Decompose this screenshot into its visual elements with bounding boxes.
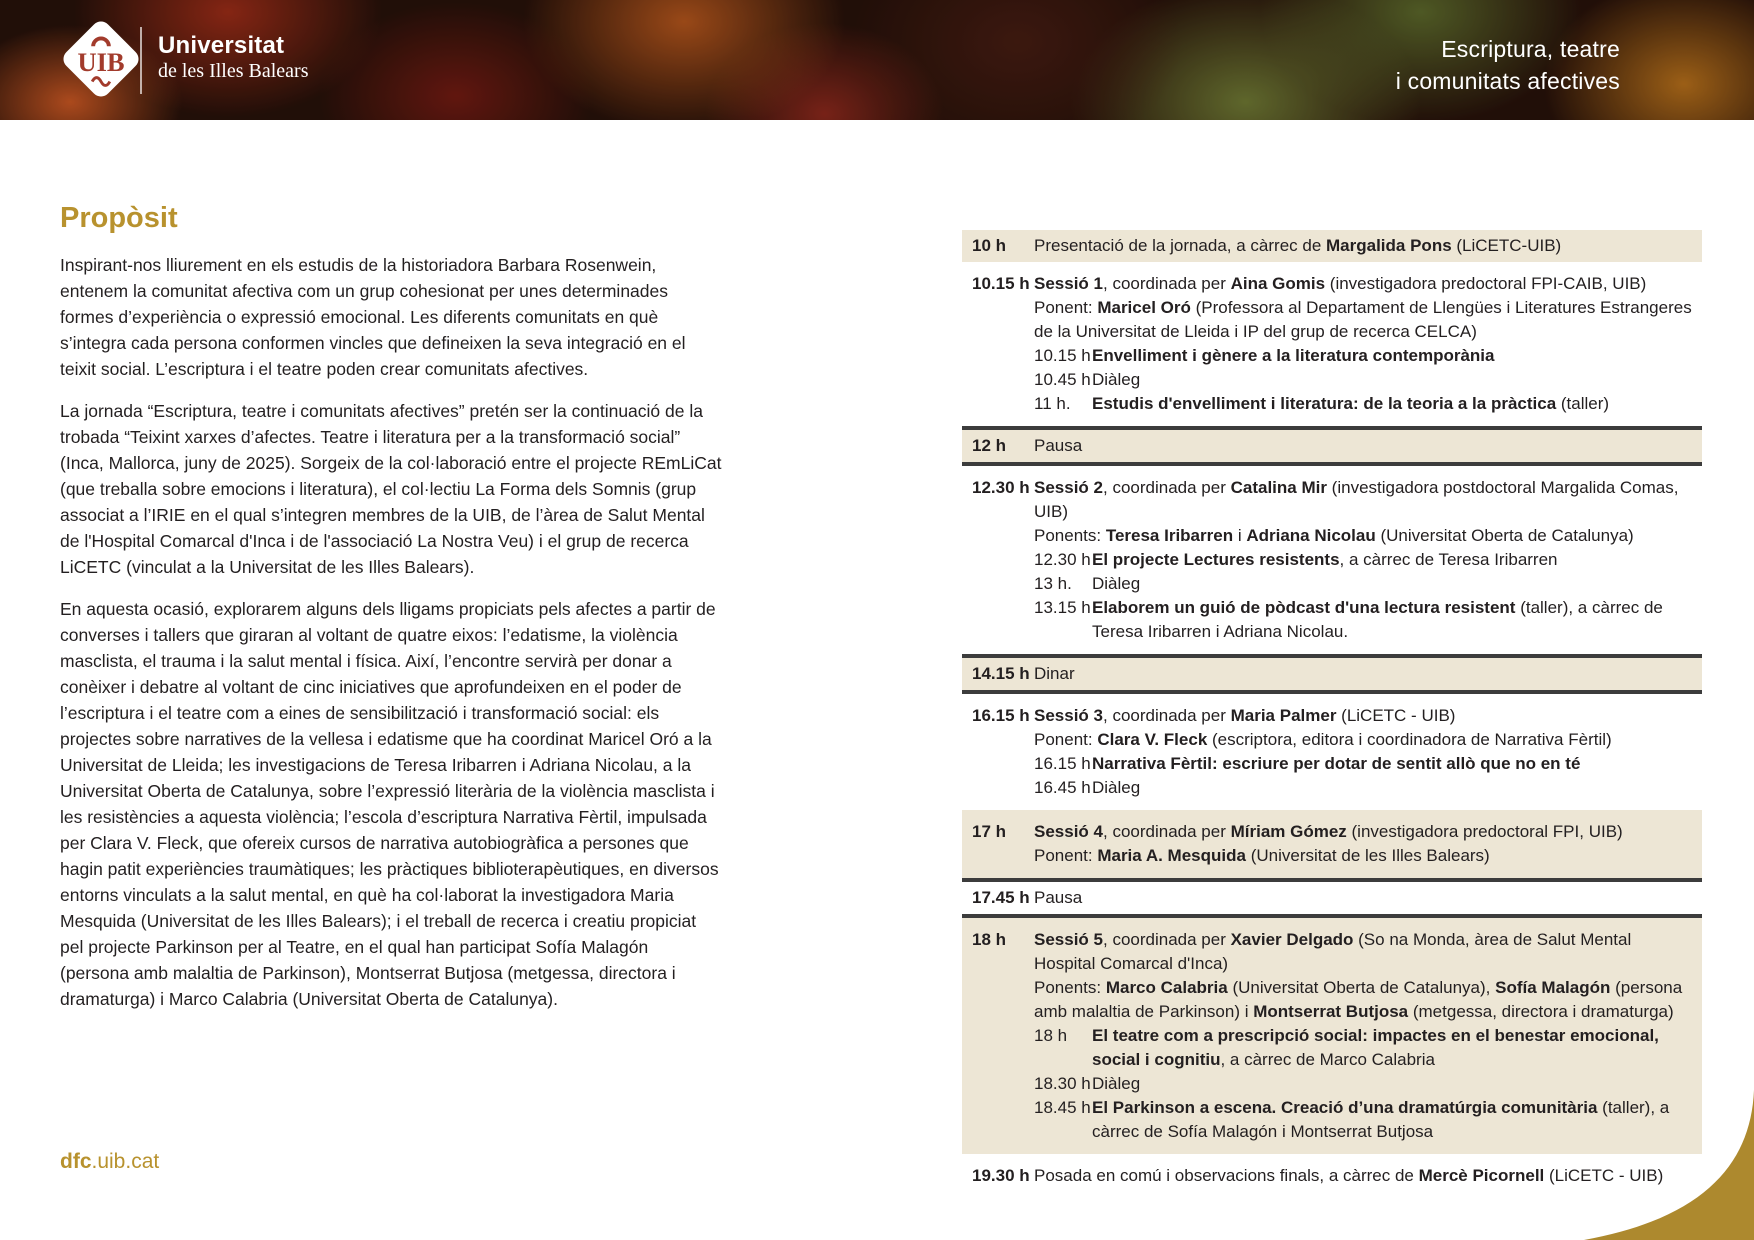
text: , a càrrec de Marco Calabria: [1220, 1050, 1435, 1069]
schedule-line: [1034, 234, 1692, 258]
schedule-row: [962, 426, 1702, 466]
schedule-subitem-time: 10.15 h: [1034, 346, 1091, 365]
university-name-line2: de les Illes Balears: [158, 60, 309, 82]
text: Ponent:: [1034, 730, 1098, 749]
schedule-subitem-time: 11 h.: [1034, 394, 1071, 413]
schedule: [962, 230, 1702, 1192]
bold-text: Adriana Nicolau: [1246, 526, 1376, 545]
schedule-body: [1034, 234, 1692, 258]
event-title-line1: Escriptura, teatre: [1441, 36, 1620, 62]
website-url-rest: .uib.cat: [91, 1150, 160, 1173]
proposit-section: [60, 202, 722, 1028]
bold-text: Maria A. Mesquida: [1097, 846, 1246, 865]
schedule-time: 10 h: [972, 236, 1007, 255]
schedule-subitem: [1034, 1024, 1692, 1072]
schedule-subitem: [1034, 596, 1692, 644]
text: (taller), a càrrec de Sofía Malagón i Montserrat Butjosa: [1092, 1098, 1670, 1141]
logo-separator: [140, 27, 142, 94]
text: (Universitat Oberta de Catalunya): [1375, 526, 1634, 545]
bold-text: Elaborem un guió de pòdcast d'una lectura resistent: [1092, 598, 1516, 617]
bold-text: Sofía Malagón: [1495, 978, 1611, 997]
schedule-line: [1034, 524, 1692, 548]
schedule-time: 12.30 h: [972, 478, 1030, 497]
text: (So na Monda, àrea de Salut Mental Hospital Comarcal d'Inca): [1034, 930, 1632, 973]
text: (LiCETC - UIB): [1336, 706, 1456, 725]
schedule-body: [1034, 272, 1692, 416]
schedule-subitem-time: 13 h.: [1034, 574, 1072, 593]
event-title-line2: i comunitats afectives: [1395, 68, 1620, 94]
text: Diàleg: [1092, 574, 1141, 593]
bold-text: Catalina Mir: [1230, 478, 1327, 497]
bold-text: Margalida Pons: [1326, 236, 1452, 255]
schedule-subitem-time: 10.45 h: [1034, 370, 1091, 389]
text: Presentació de la jornada, a càrrec de: [1034, 236, 1327, 255]
schedule-line: [1034, 272, 1692, 296]
text: (taller): [1556, 394, 1610, 413]
schedule-line: [1034, 820, 1692, 844]
schedule-subitem-time: 18.45 h: [1034, 1098, 1091, 1117]
schedule-row: [962, 230, 1702, 262]
bold-text: Maricel Oró: [1097, 298, 1191, 317]
schedule-body: [1034, 886, 1692, 910]
schedule-subitem-time: 18 h: [1034, 1026, 1068, 1045]
text: , coordinada per: [1103, 822, 1231, 841]
schedule-time: 10.15 h: [972, 274, 1030, 293]
schedule-line: [1034, 928, 1692, 976]
bold-text: Sessió 2: [1034, 478, 1103, 497]
text: Posada en comú i observacions finals, a càrrec de: [1034, 1166, 1419, 1185]
schedule-subitem: [1034, 572, 1692, 596]
text: Pausa: [1034, 888, 1083, 907]
schedule-subitem-time: 18.30 h: [1034, 1074, 1091, 1093]
proposit-text: [60, 252, 722, 1012]
schedule-subitem-text: [1092, 752, 1692, 776]
schedule-time: 17 h: [972, 822, 1007, 841]
schedule-body: [1034, 476, 1692, 644]
bold-text: Estudis d'envelliment i literatura: de la teoria a la pràctica: [1092, 394, 1557, 413]
gold-swoosh-decoration: [1584, 1090, 1754, 1240]
schedule-time: 19.30 h: [972, 1166, 1030, 1185]
schedule-line: [1034, 662, 1692, 686]
schedule-subitem-text: [1092, 1024, 1692, 1072]
schedule-body: [1034, 434, 1692, 458]
schedule-line: [1034, 976, 1692, 1024]
bold-text: El Parkinson a escena. Creació d’una dramatúrgia comunitària: [1092, 1098, 1598, 1117]
schedule-time: 16.15 h: [972, 706, 1030, 725]
text: (persona amb malaltia de Parkinson) i: [1034, 978, 1683, 1021]
schedule-subitem-time: 16.15 h: [1034, 754, 1091, 773]
schedule-time: 17.45 h: [972, 888, 1030, 907]
bold-text: Xavier Delgado: [1230, 930, 1354, 949]
schedule-row: [962, 262, 1702, 426]
schedule-subitem-text: [1092, 392, 1692, 416]
paragraph: Inspirant-nos lliurement en els estudis de la historiadora Barbara Rosenwein, entenem la comunitat afectiva com un grup cohesionat per unes determinades formes d’experiència o expressió emocional. Les diferents comunitats en què s’integra cada persona conformen vincles que defineixen la seva integració en el teixit social. L’escriptura i el teatre poden crear comunitats afectives.: [60, 255, 686, 379]
schedule-subitem-time: 13.15 h: [1034, 598, 1091, 617]
schedule-row: [962, 810, 1702, 878]
schedule-line: [1034, 704, 1692, 728]
schedule-subitem-time: 16.45 h: [1034, 778, 1091, 797]
text: (investigadora postdoctoral Margalida Comas, UIB): [1034, 478, 1679, 521]
logo-acronym: UIB: [77, 46, 125, 77]
schedule-subitem: [1034, 392, 1692, 416]
schedule-subitem: [1034, 344, 1692, 368]
bold-text: El teatre com a prescripció social: impactes en el benestar emocional, social i cognitiu: [1092, 1026, 1659, 1069]
event-title: [1396, 33, 1620, 97]
schedule-time: 14.15 h: [972, 664, 1030, 683]
text: (investigadora predoctoral FPI-CAIB, UIB): [1325, 274, 1647, 293]
schedule-line: [1034, 844, 1692, 868]
university-name: [158, 33, 309, 83]
text: Diàleg: [1092, 370, 1141, 389]
paragraph: La jornada “Escriptura, teatre i comunitats afectives” pretén ser la continuació de la trobada “Teixint xarxes d’afectes. Teatre i literatura per a la transformació social” (Inca, Mallorca, juny de 2025). Sorgeix de la col·laboració entre el projecte REmLiCat (que treballa sobre emocions i literatura), el col·lectiu La Forma dels Somnis (grup associat a l’IRIE en el qual s’integren membres de la UIB, de l’àrea de Salut Mental de l'Hospital Comarcal d'Inca i de l'associació La Nostra Veu) i el grup de recerca LiCETC (vinculat a la Universitat de les Illes Balears).: [60, 401, 722, 577]
text: , coordinada per: [1103, 930, 1231, 949]
schedule-subitem-text: [1092, 596, 1692, 644]
bold-text: El projecte Lectures resistents: [1092, 550, 1340, 569]
schedule-subitem-text: [1092, 776, 1692, 800]
schedule-subitem-text: [1092, 548, 1692, 572]
paragraph: En aquesta ocasió, explorarem alguns dels lligams propiciats pels afectes a partir de converses i tallers que giraran al voltant de quatre eixos: l’edatisme, la violència masclista, el trauma i la salut mental i física. Així, l’encontre servirà per donar a conèixer i debatre al voltant de cinc iniciatives que aprofundeixen en el poder de l’escriptura i el teatre com a eines de sensibilització i transformació social: els projectes sobre narratives de la vellesa i edatisme que ha coordinat Maricel Oró a la Universitat de Lleida; les investigacions de Teresa Iribarren i Adriana Nicolau, a la Universitat Oberta de Catalunya, sobre l’expressió literària de la violència masclista i les resistències a aquesta violència; l’escola d’escriptura Narrativa Fèrtil, impulsada per Clara V. Fleck, que ofereix cursos de narrativa autobiogràfica a persones que hagin patit experiències traumàtiques; les pràctiques biblioterapèutiques, en diversos entorns vinculats a la salut mental, en què ha col·laborat la investigadora Maria Mesquida (Universitat de les Illes Balears); i el treball de recerca i creatiu propiciat pel projecte Parkinson per al Teatre, en el qual han participat Sofía Malagón (persona amb malaltia de Parkinson), Montserrat Butjosa (metgessa, directora i dramaturga) i Marco Calabria (Universitat Oberta de Catalunya).: [60, 599, 719, 1009]
bold-text: Aina Gomis: [1230, 274, 1326, 293]
text: Ponent:: [1034, 846, 1098, 865]
schedule-subitem: [1034, 776, 1692, 800]
text: (taller), a càrrec de Teresa Iribarren i Adriana Nicolau.: [1092, 598, 1663, 641]
schedule-subitem: [1034, 752, 1692, 776]
bold-text: Clara V. Fleck: [1097, 730, 1208, 749]
schedule-row: [962, 694, 1702, 810]
schedule-line: [1034, 434, 1692, 458]
schedule-row: [962, 654, 1702, 694]
text: (LiCETC-UIB): [1451, 236, 1562, 255]
bold-text: Míriam Gómez: [1230, 822, 1347, 841]
university-name-line1: Universitat: [158, 32, 285, 59]
text: (investigadora predoctoral FPI, UIB): [1346, 822, 1623, 841]
text: Ponents:: [1034, 978, 1106, 997]
schedule-body: [1034, 704, 1692, 800]
schedule-line: [1034, 296, 1692, 344]
schedule-subitem: [1034, 368, 1692, 392]
bold-text: Sessió 5: [1034, 930, 1103, 949]
schedule-subitem: [1034, 548, 1692, 572]
schedule-row: [962, 878, 1702, 918]
bold-text: Sessió 4: [1034, 822, 1103, 841]
bold-text: Envelliment i gènere a la literatura contemporània: [1092, 346, 1495, 365]
website-url: [60, 1150, 159, 1174]
text: (metgessa, directora i dramaturga): [1408, 1002, 1674, 1021]
bold-text: Maria Palmer: [1230, 706, 1337, 725]
schedule-body: [1034, 820, 1692, 868]
text: Dinar: [1034, 664, 1075, 683]
text: Ponent:: [1034, 298, 1098, 317]
text: , a càrrec de Teresa Iribarren: [1339, 550, 1558, 569]
text: Diàleg: [1092, 778, 1141, 797]
text: (LiCETC - UIB): [1544, 1166, 1664, 1185]
schedule-line: [1034, 476, 1692, 524]
schedule-body: [1034, 662, 1692, 686]
schedule-line: [1034, 886, 1692, 910]
bold-text: Mercè Picornell: [1418, 1166, 1545, 1185]
text: (Professora al Departament de Llengües i Literatures Estrangeres de la Universitat de Lleida i IP del grup de recerca CELCA): [1034, 298, 1692, 341]
schedule-subitem-time: 12.30 h: [1034, 550, 1091, 569]
schedule-line: [1034, 728, 1692, 752]
schedule-subitem-text: [1092, 344, 1692, 368]
schedule-subitem-text: [1092, 368, 1692, 392]
schedule-subitem-text: [1092, 572, 1692, 596]
uib-logo: [52, 10, 150, 108]
text: (Universitat Oberta de Catalunya),: [1227, 978, 1496, 997]
text: , coordinada per: [1103, 478, 1231, 497]
schedule-time: 18 h: [972, 930, 1007, 949]
text: (escriptora, editora i coordinadora de Narrativa Fèrtil): [1207, 730, 1612, 749]
page-title: Propòsit: [60, 202, 178, 234]
text: (Universitat de les Illes Balears): [1245, 846, 1490, 865]
schedule-time: 12 h: [972, 436, 1007, 455]
bold-text: Teresa Iribarren: [1105, 526, 1234, 545]
schedule-row: [962, 466, 1702, 654]
text: , coordinada per: [1103, 706, 1231, 725]
text: Pausa: [1034, 436, 1083, 455]
bold-text: Sessió 1: [1034, 274, 1103, 293]
bold-text: Marco Calabria: [1105, 978, 1228, 997]
text: , coordinada per: [1103, 274, 1231, 293]
text: Ponents:: [1034, 526, 1106, 545]
text: Diàleg: [1092, 1074, 1141, 1093]
bold-text: Sessió 3: [1034, 706, 1103, 725]
bold-text: Narrativa Fèrtil: escriure per dotar de sentit allò que no en té: [1092, 754, 1581, 773]
text: i: [1233, 526, 1247, 545]
website-url-bold: dfc: [60, 1150, 92, 1173]
bold-text: Montserrat Butjosa: [1253, 1002, 1409, 1021]
